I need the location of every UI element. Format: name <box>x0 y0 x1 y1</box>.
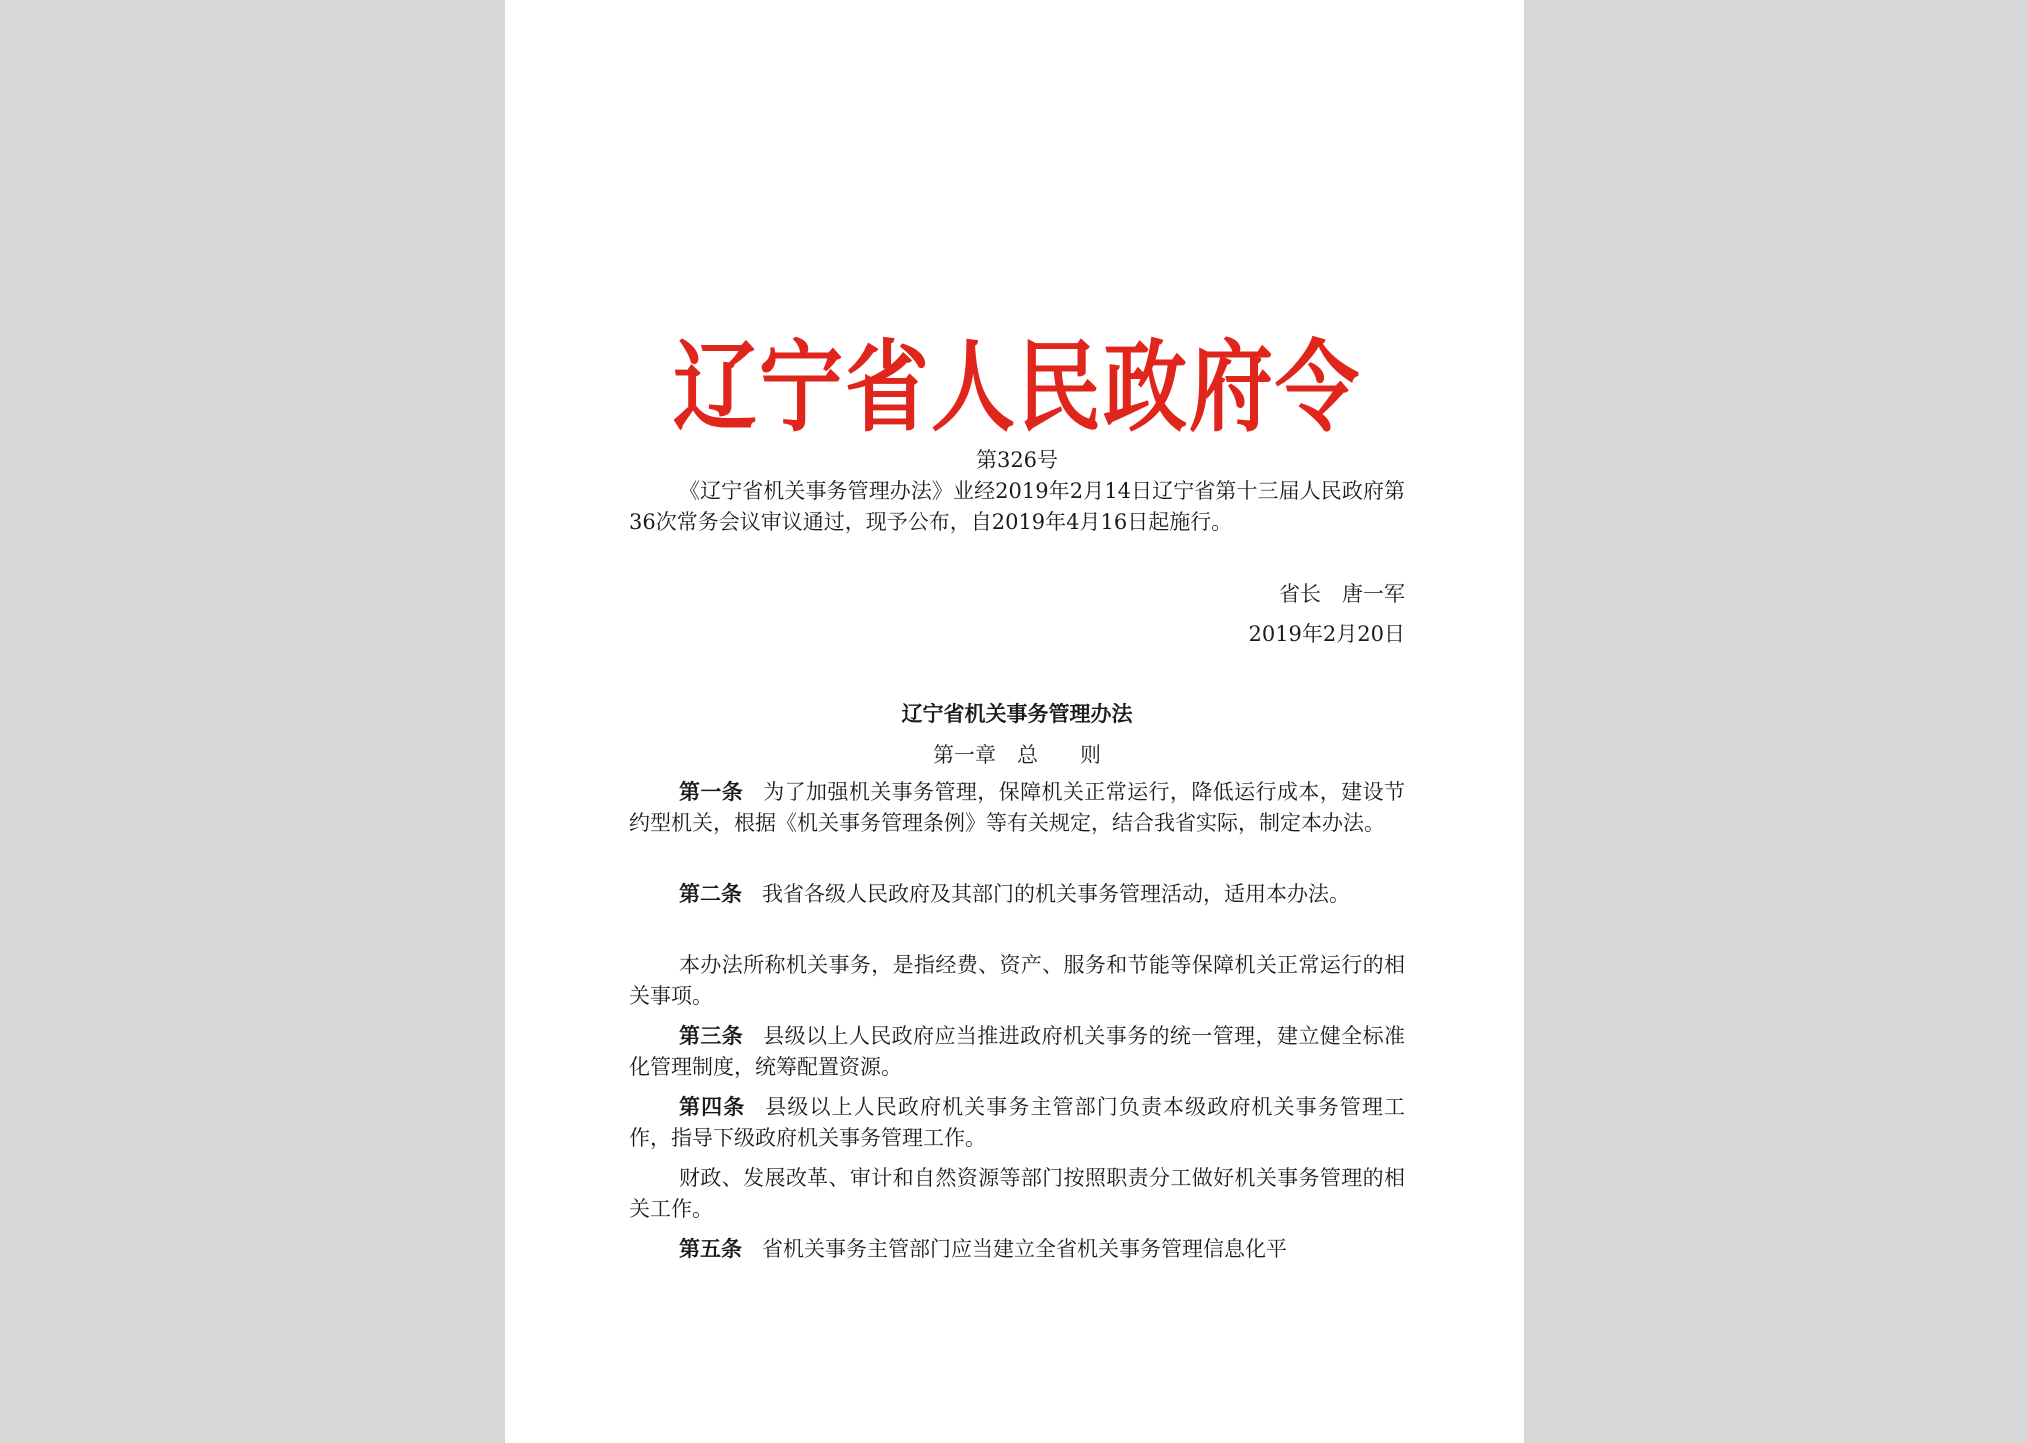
article-text: 县级以上人民政府应当推进政府机关事务的统一管理，建立健全标准化管理制度，统筹配置资源。 <box>629 1024 1405 1079</box>
article-text: 我省各级人民政府及其部门的机关事务管理活动，适用本办法。 <box>762 882 1350 906</box>
masthead-title: 辽宁省人民政府令 <box>672 329 1361 445</box>
signatory: 省长 唐一军 <box>1279 582 1405 606</box>
article-text: 县级以上人民政府机关事务主管部门负责本级政府机关事务管理工作，指导下级政府机关事务管理工作。 <box>629 1095 1406 1150</box>
document-page <box>505 0 1524 1443</box>
article-paragraph <box>629 1234 1405 1265</box>
article-number: 第一条 <box>679 780 744 804</box>
article-paragraph <box>629 1092 1405 1154</box>
article-number: 第四条 <box>679 1095 746 1119</box>
article-text: 为了加强机关事务管理，保障机关正常运行，降低运行成本，建设节约型机关，根据《机关事务管理条例》等有关规定，结合我省实际，制定本办法。 <box>629 780 1405 835</box>
article-text: 财政、发展改革、审计和自然资源等部门按照职责分工做好机关事务管理的相关工作。 <box>629 1166 1405 1221</box>
article-text: 省机关事务主管部门应当建立全省机关事务管理信息化平 <box>762 1237 1287 1261</box>
article-paragraph <box>629 879 1405 910</box>
article-number: 第二条 <box>679 882 742 906</box>
order-number: 第326号 <box>975 448 1059 472</box>
article-paragraph <box>629 777 1405 839</box>
issue-date: 2019年2月20日 <box>1248 622 1405 646</box>
promulgation-paragraph: 《辽宁省机关事务管理办法》业经2019年2月14日辽宁省第十三届人民政府第36次常务会议审议通过，现予公布，自2019年4月16日起施行。 <box>629 479 1405 534</box>
article-text: 本办法所称机关事务，是指经费、资产、服务和节能等保障机关正常运行的相关事项。 <box>629 953 1405 1008</box>
regulation-title: 辽宁省机关事务管理办法 <box>901 702 1133 726</box>
article-paragraph <box>629 1163 1405 1225</box>
article-paragraph <box>629 950 1405 1012</box>
article-paragraph <box>629 1021 1405 1083</box>
article-number: 第五条 <box>679 1237 742 1261</box>
article-number: 第三条 <box>679 1024 744 1048</box>
chapter-heading: 第一章 总 则 <box>933 743 1101 767</box>
